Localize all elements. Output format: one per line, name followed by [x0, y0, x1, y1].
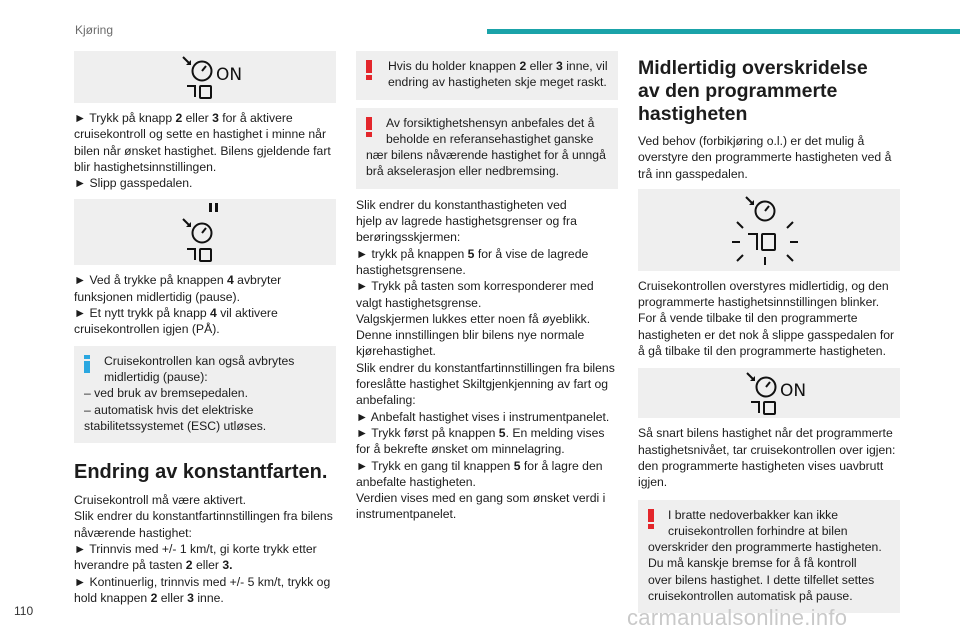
text-segment: for å bekrefte ønsket om minnelagring.: [356, 442, 565, 457]
text-segment: hold knappen: [74, 590, 151, 605]
heading-line: av den programmerte: [638, 80, 838, 102]
note-line: Du må kanskje bremse for å få kontroll: [648, 556, 857, 571]
section-title: Kjøring: [75, 23, 114, 37]
cruise-on-display-icon: [74, 51, 336, 103]
text-segment: for å lagre den: [520, 458, 603, 473]
note-line: beholde en referansehastighet ganske: [386, 131, 594, 146]
text-segment: ► Trykk først på knappen: [356, 425, 499, 440]
note-line: nær bilens nåværende hastighet for å unngå: [366, 148, 606, 163]
column-1: [74, 51, 336, 606]
text-segment: avbryter: [233, 273, 282, 288]
text-line: å gå tilbake til den programmerte hastigheten.: [638, 344, 886, 359]
text-line: Ved behov (forbikjøring o.l.) er det mulig å: [638, 134, 865, 148]
button-number: 5: [467, 246, 475, 261]
note-line: over bilens hastighet. I dette tilfellet settes: [648, 572, 875, 587]
text-line: [74, 321, 336, 337]
text-segment: for å vise de lagrede: [474, 246, 589, 261]
text-line: [356, 506, 618, 522]
note-line: overskrider den programmerte hastigheten.: [648, 540, 882, 555]
cruise-pause-display-icon: [74, 199, 336, 265]
text-line: [74, 289, 336, 305]
text-segment: ► Trinnvis med +/- 1 km/t, gi korte trykk etter: [74, 542, 317, 557]
text-segment: Denne innstillingen blir bilens nye normale: [356, 328, 585, 343]
text-segment: inne, vil: [562, 59, 608, 73]
warning-icon: [366, 60, 372, 80]
text-line: For å vende tilbake til den programmerte: [638, 311, 858, 326]
paragraph-override-intro: [638, 133, 900, 182]
text-line: [74, 110, 336, 126]
text-line: [356, 409, 618, 425]
heading-line: Midlertidig overskridelse: [638, 57, 868, 79]
note-line: – ved bruk av bremsepedalen.: [84, 386, 248, 401]
info-icon: [84, 355, 90, 373]
text-segment: Hvis du holder knappen: [388, 59, 520, 73]
warning-icon: [648, 509, 654, 529]
warning-icon: [366, 117, 372, 137]
button-number: 2: [175, 111, 183, 125]
text-line: [74, 557, 336, 573]
note-line: Av forsiktighetshensyn anbefales det å: [386, 115, 595, 130]
text-line: [74, 541, 336, 557]
text-line: [356, 246, 618, 262]
text-line: [74, 272, 336, 288]
page-number: 110: [14, 604, 34, 618]
text-segment: valgt hastighetsgrense.: [356, 295, 482, 310]
note-line: midlertidig (pause):: [104, 369, 208, 384]
text-segment: eller: [182, 111, 213, 125]
text-line: [356, 458, 618, 474]
text-segment: inne.: [193, 590, 224, 605]
text-segment: endring av hastigheten skje meget raskt.: [388, 75, 607, 90]
section-heading-change-speed: Endring av konstantfarten.: [74, 461, 328, 484]
text-segment: foreslåtte hastighet Skiltgjenkjenning av fart og: [356, 377, 609, 392]
text-line: den programmerte hastigheten vises uavbrutt: [638, 458, 884, 473]
text-segment: kjørehastighet.: [356, 344, 436, 359]
button-number: 3: [556, 59, 563, 73]
paragraph-resume: [638, 425, 900, 490]
cruise-blinking-display-icon: [638, 189, 900, 271]
note-line: stabilitetssystemet (ESC) utløses.: [84, 418, 267, 433]
paragraph-pause: [74, 272, 336, 337]
text-segment: nåværende hastighet:: [74, 525, 192, 540]
cruise-on-display-icon: [638, 368, 900, 418]
text-segment: funksjonen midlertidig (pause).: [74, 289, 240, 304]
text-line: [74, 143, 336, 159]
text-line: [74, 574, 336, 590]
text-segment: ► Slipp gasspedalen.: [74, 176, 193, 191]
warning-note-caution: [356, 108, 618, 189]
on-label: ON: [780, 381, 807, 402]
paragraph-change-speed: [74, 492, 336, 606]
text-line: [356, 376, 618, 392]
text-line: [356, 262, 618, 278]
text-line: overstyre den programmerte hastigheten ved å: [638, 150, 892, 165]
note-line: brå akselerasjon eller nedbremsing.: [366, 164, 560, 179]
note-line: Cruisekontrollen kan også avbrytes: [104, 353, 295, 368]
text-line: [356, 213, 618, 229]
text-segment: berøringsskjermen:: [356, 230, 461, 245]
button-number: 3: [212, 111, 219, 125]
text-segment: anbefalte hastigheten.: [356, 474, 476, 489]
text-segment: hverandre på tasten: [74, 558, 186, 573]
column-3: [638, 51, 900, 613]
text-segment: . En melding vises: [505, 425, 605, 440]
text-segment: anbefaling:: [356, 393, 416, 408]
button-number: 2: [519, 59, 527, 73]
note-line: cruisekontrollen forhindre at bilen: [668, 523, 848, 538]
header-accent-bar: [487, 29, 960, 34]
text-line: [356, 474, 618, 490]
on-label: ON: [216, 65, 243, 85]
text-segment: eller: [157, 590, 188, 605]
text-segment: vil aktivere: [216, 306, 278, 321]
text-segment: blir hastighetsinnstillingen.: [74, 159, 217, 174]
text-line: Så snart bilens hastighet når det programmerte: [638, 426, 893, 441]
text-line: Cruisekontrollen overstyres midlertidig, og den: [638, 278, 889, 293]
text-segment: cruisekontroll og sette en hastighet i minne når: [74, 127, 327, 142]
text-segment: ► trykk på knappen: [356, 246, 468, 261]
text-line: [356, 229, 618, 245]
text-segment: Verdien vises med en gang som ønsket verdi i: [356, 491, 606, 506]
text-line: [356, 278, 618, 294]
text-segment: bilen når ønsket hastighet. Bilens gjeldende fart: [74, 143, 331, 158]
text-line: [74, 508, 336, 524]
text-line: [356, 490, 618, 506]
text-segment: for å aktivere: [218, 111, 293, 125]
button-number: 5: [498, 425, 506, 440]
text-line: [388, 74, 608, 90]
button-number: 4: [210, 306, 217, 321]
button-number: 3.: [222, 558, 233, 573]
column-2: [356, 51, 618, 523]
paragraph-override-blink: [638, 278, 900, 359]
text-line: [356, 295, 618, 311]
button-number: 3: [187, 590, 194, 605]
text-segment: Slik endrer du konstanthastigheten ved: [356, 197, 567, 212]
text-line: [388, 58, 608, 74]
paragraph-activate: [74, 110, 336, 191]
text-segment: hjelp av lagrede hastighetsgrenser og fra: [356, 214, 577, 229]
text-line: [356, 392, 618, 408]
text-segment: ► Trykk på knapp: [74, 111, 176, 125]
text-segment: Slik endrer du konstantfartinnstillingen fra bilens: [356, 360, 615, 375]
text-segment: instrumentpanelet.: [356, 507, 457, 522]
text-segment: ► Trykk på tasten som korresponderer med: [356, 279, 594, 294]
text-line: programmerte hastighetsinnstillingen blinker.: [638, 295, 880, 310]
button-number: 2: [185, 558, 193, 573]
text-segment: ► Kontinuerlig, trinnvis med +/- 5 km/t, trykk og: [74, 574, 331, 589]
text-segment: ► Et nytt trykk på knapp: [74, 306, 211, 321]
text-segment: eller: [192, 558, 223, 573]
note-line: – automatisk hvis det elektriske: [84, 402, 254, 417]
text-segment: ► Anbefalt hastighet vises i instrumentpanelet.: [356, 409, 610, 424]
text-segment: Valgskjermen lukkes etter noen få øyeblikk.: [356, 311, 591, 326]
text-line: hastigheten er det nok å slippe gasspedalen for: [638, 327, 895, 342]
text-line: [356, 343, 618, 359]
button-number: 2: [150, 590, 158, 605]
text-line: [356, 425, 618, 441]
text-line: trå inn gasspedalen.: [638, 166, 748, 181]
text-line: [74, 126, 336, 142]
text-line: [74, 525, 336, 541]
text-segment: Slik endrer du konstantfartinnstillingen fra bilens: [74, 509, 333, 524]
text-line: [356, 327, 618, 343]
info-note-pause: [74, 346, 336, 443]
text-segment: ► Trykk en gang til knappen: [356, 458, 514, 473]
paragraph-stored-limits: [356, 197, 618, 523]
button-number: 5: [513, 458, 521, 473]
heading-line: hastigheten: [638, 103, 748, 125]
text-line: [74, 175, 336, 191]
cruise-on-figure: [74, 51, 336, 103]
warning-note-downhill: [638, 500, 900, 614]
text-line: [74, 492, 336, 508]
text-line: [74, 590, 336, 606]
warning-note-hold: [356, 51, 618, 100]
watermark: carmanualsonline.info: [627, 605, 848, 630]
text-line: [356, 197, 618, 213]
text-segment: hastighetsgrensene.: [356, 262, 466, 277]
text-line: [356, 311, 618, 327]
text-line: [356, 441, 618, 457]
text-segment: Cruisekontroll må være aktivert.: [74, 493, 247, 508]
note-line: I bratte nedoverbakker kan ikke: [668, 507, 839, 522]
text-segment: ► Ved å trykke på knappen: [74, 273, 227, 288]
text-segment: eller: [526, 59, 557, 73]
cruise-blinking-figure: [638, 189, 900, 271]
text-line: igjen.: [638, 475, 668, 490]
cruise-on-figure-2: [638, 368, 900, 418]
text-line: [356, 360, 618, 376]
text-line: [74, 305, 336, 321]
cruise-pause-figure: [74, 199, 336, 265]
text-line: hastighetsnivået, tar cruisekontrollen over igjen:: [638, 442, 896, 457]
text-segment: cruisekontrollen igjen (PÅ).: [74, 322, 220, 337]
section-heading-override: [638, 57, 900, 126]
text-line: [74, 159, 336, 175]
button-number: 4: [227, 273, 234, 288]
note-line: cruisekontrollen automatisk på pause.: [648, 589, 853, 604]
